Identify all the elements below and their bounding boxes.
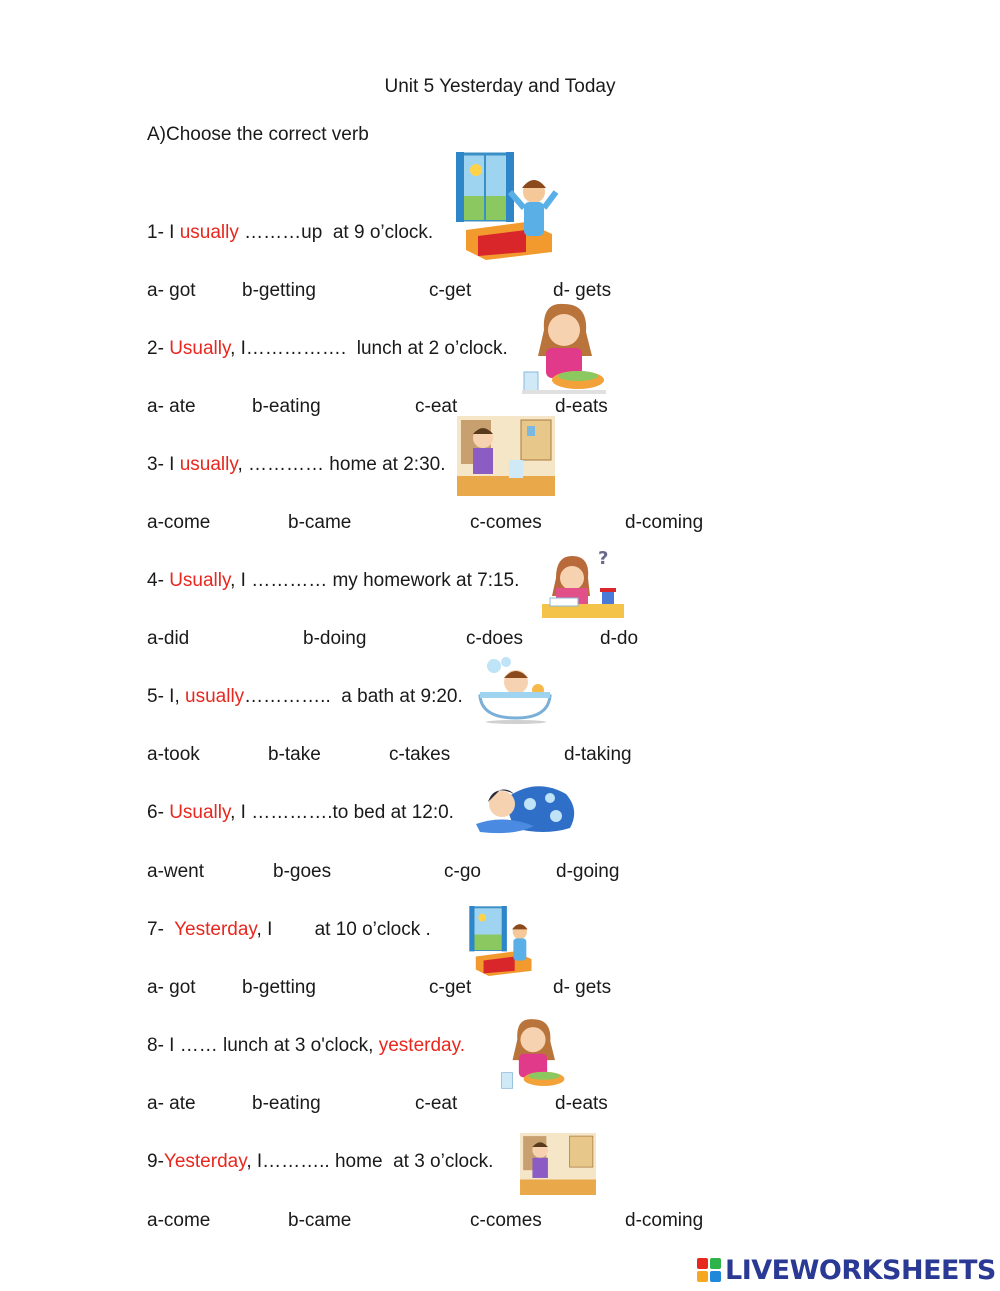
options-1 — [147, 280, 847, 306]
instruction: A)Choose the correct verb — [147, 124, 369, 145]
option-c[interactable]: c-comes — [470, 512, 542, 533]
option-b[interactable]: b-take — [268, 744, 321, 765]
option-a[interactable]: a-did — [147, 628, 190, 649]
options-3 — [147, 512, 847, 538]
page-title: Unit 5 Yesterday and Today — [384, 76, 616, 97]
option-c[interactable]: c-eat — [415, 1093, 458, 1114]
logo-block — [710, 1258, 721, 1269]
question-4: 4- Usually, I ………… my homework at 7:15. — [147, 570, 520, 591]
boy-waking-up-icon — [456, 152, 560, 266]
option-c[interactable]: c-eat — [415, 396, 458, 417]
question-9: 9-Yesterday, I……….. home at 3 o’clock. — [147, 1151, 494, 1172]
options-8 — [147, 1093, 847, 1119]
option-c[interactable]: c-get — [429, 977, 472, 998]
option-d[interactable]: d-coming — [625, 1210, 704, 1231]
option-b[interactable]: b-getting — [242, 977, 316, 998]
girl-homework-icon — [542, 548, 624, 624]
options-9 — [147, 1210, 847, 1236]
options-6 — [147, 861, 847, 887]
svg-text:?: ? — [598, 548, 609, 569]
question-7: 7- Yesterday, I at 10 o’clock . — [147, 919, 431, 940]
boy-waking-up-icon — [469, 906, 537, 982]
logo-block — [697, 1271, 708, 1282]
option-d[interactable]: d-eats — [555, 1093, 608, 1114]
option-c[interactable]: c-does — [466, 628, 524, 649]
girl-sleeping-icon — [474, 780, 578, 842]
option-a[interactable]: a-come — [147, 512, 211, 533]
option-c[interactable]: c-takes — [389, 744, 451, 765]
option-b[interactable]: b-came — [288, 512, 352, 533]
question-2: 2- Usually, I……………. lunch at 2 o’clock. — [147, 338, 508, 359]
logo-blocks-icon — [697, 1258, 721, 1282]
options-4 — [147, 628, 847, 654]
question-1: 1- I usually ………up at 9 o’clock. — [147, 222, 434, 243]
option-d[interactable]: d- gets — [553, 280, 612, 301]
logo-block — [697, 1258, 708, 1269]
options-7 — [147, 977, 847, 1003]
question-6: 6- Usually, I ………….to bed at 12:0. — [147, 802, 454, 823]
options-5 — [147, 744, 847, 770]
option-a[interactable]: a- got — [147, 280, 196, 301]
option-b[interactable]: b-eating — [252, 396, 321, 417]
option-a[interactable]: a- got — [147, 977, 196, 998]
liveworksheets-logo — [697, 1255, 996, 1285]
option-d[interactable]: d-eats — [555, 396, 608, 417]
option-a[interactable]: a- ate — [147, 396, 196, 417]
option-a[interactable]: a- ate — [147, 1093, 196, 1114]
option-c[interactable]: c-go — [444, 861, 481, 882]
option-b[interactable]: b-goes — [273, 861, 332, 882]
option-d[interactable]: d-taking — [564, 744, 632, 765]
option-a[interactable]: a-went — [147, 861, 205, 882]
option-b[interactable]: b-eating — [252, 1093, 321, 1114]
option-b[interactable]: b-doing — [303, 628, 367, 649]
logo-text: LIVEWORKSHEETS — [725, 1254, 996, 1286]
option-c[interactable]: c-get — [429, 280, 472, 301]
option-b[interactable]: b-getting — [242, 280, 316, 301]
option-d[interactable]: d-do — [600, 628, 639, 649]
question-3: 3- I usually, ………… home at 2:30. — [147, 454, 446, 475]
girl-eating-icon — [522, 300, 606, 400]
girl-coming-home-icon — [519, 1133, 597, 1201]
question-5: 5- I, usually………….. a bath at 9:20. — [147, 686, 463, 707]
question-8: 8- I …… lunch at 3 o'clock, yesterday. — [147, 1035, 465, 1056]
option-c[interactable]: c-comes — [470, 1210, 542, 1231]
baby-bath-icon — [476, 656, 554, 730]
option-a[interactable]: a-come — [147, 1210, 211, 1231]
option-d[interactable]: d- gets — [553, 977, 612, 998]
logo-block — [710, 1271, 721, 1282]
option-d[interactable]: d-coming — [625, 512, 704, 533]
option-b[interactable]: b-came — [288, 1210, 352, 1231]
girl-eating-icon — [500, 1016, 566, 1096]
girl-coming-home-icon — [457, 416, 555, 502]
option-a[interactable]: a-took — [147, 744, 200, 765]
option-d[interactable]: d-going — [556, 861, 620, 882]
